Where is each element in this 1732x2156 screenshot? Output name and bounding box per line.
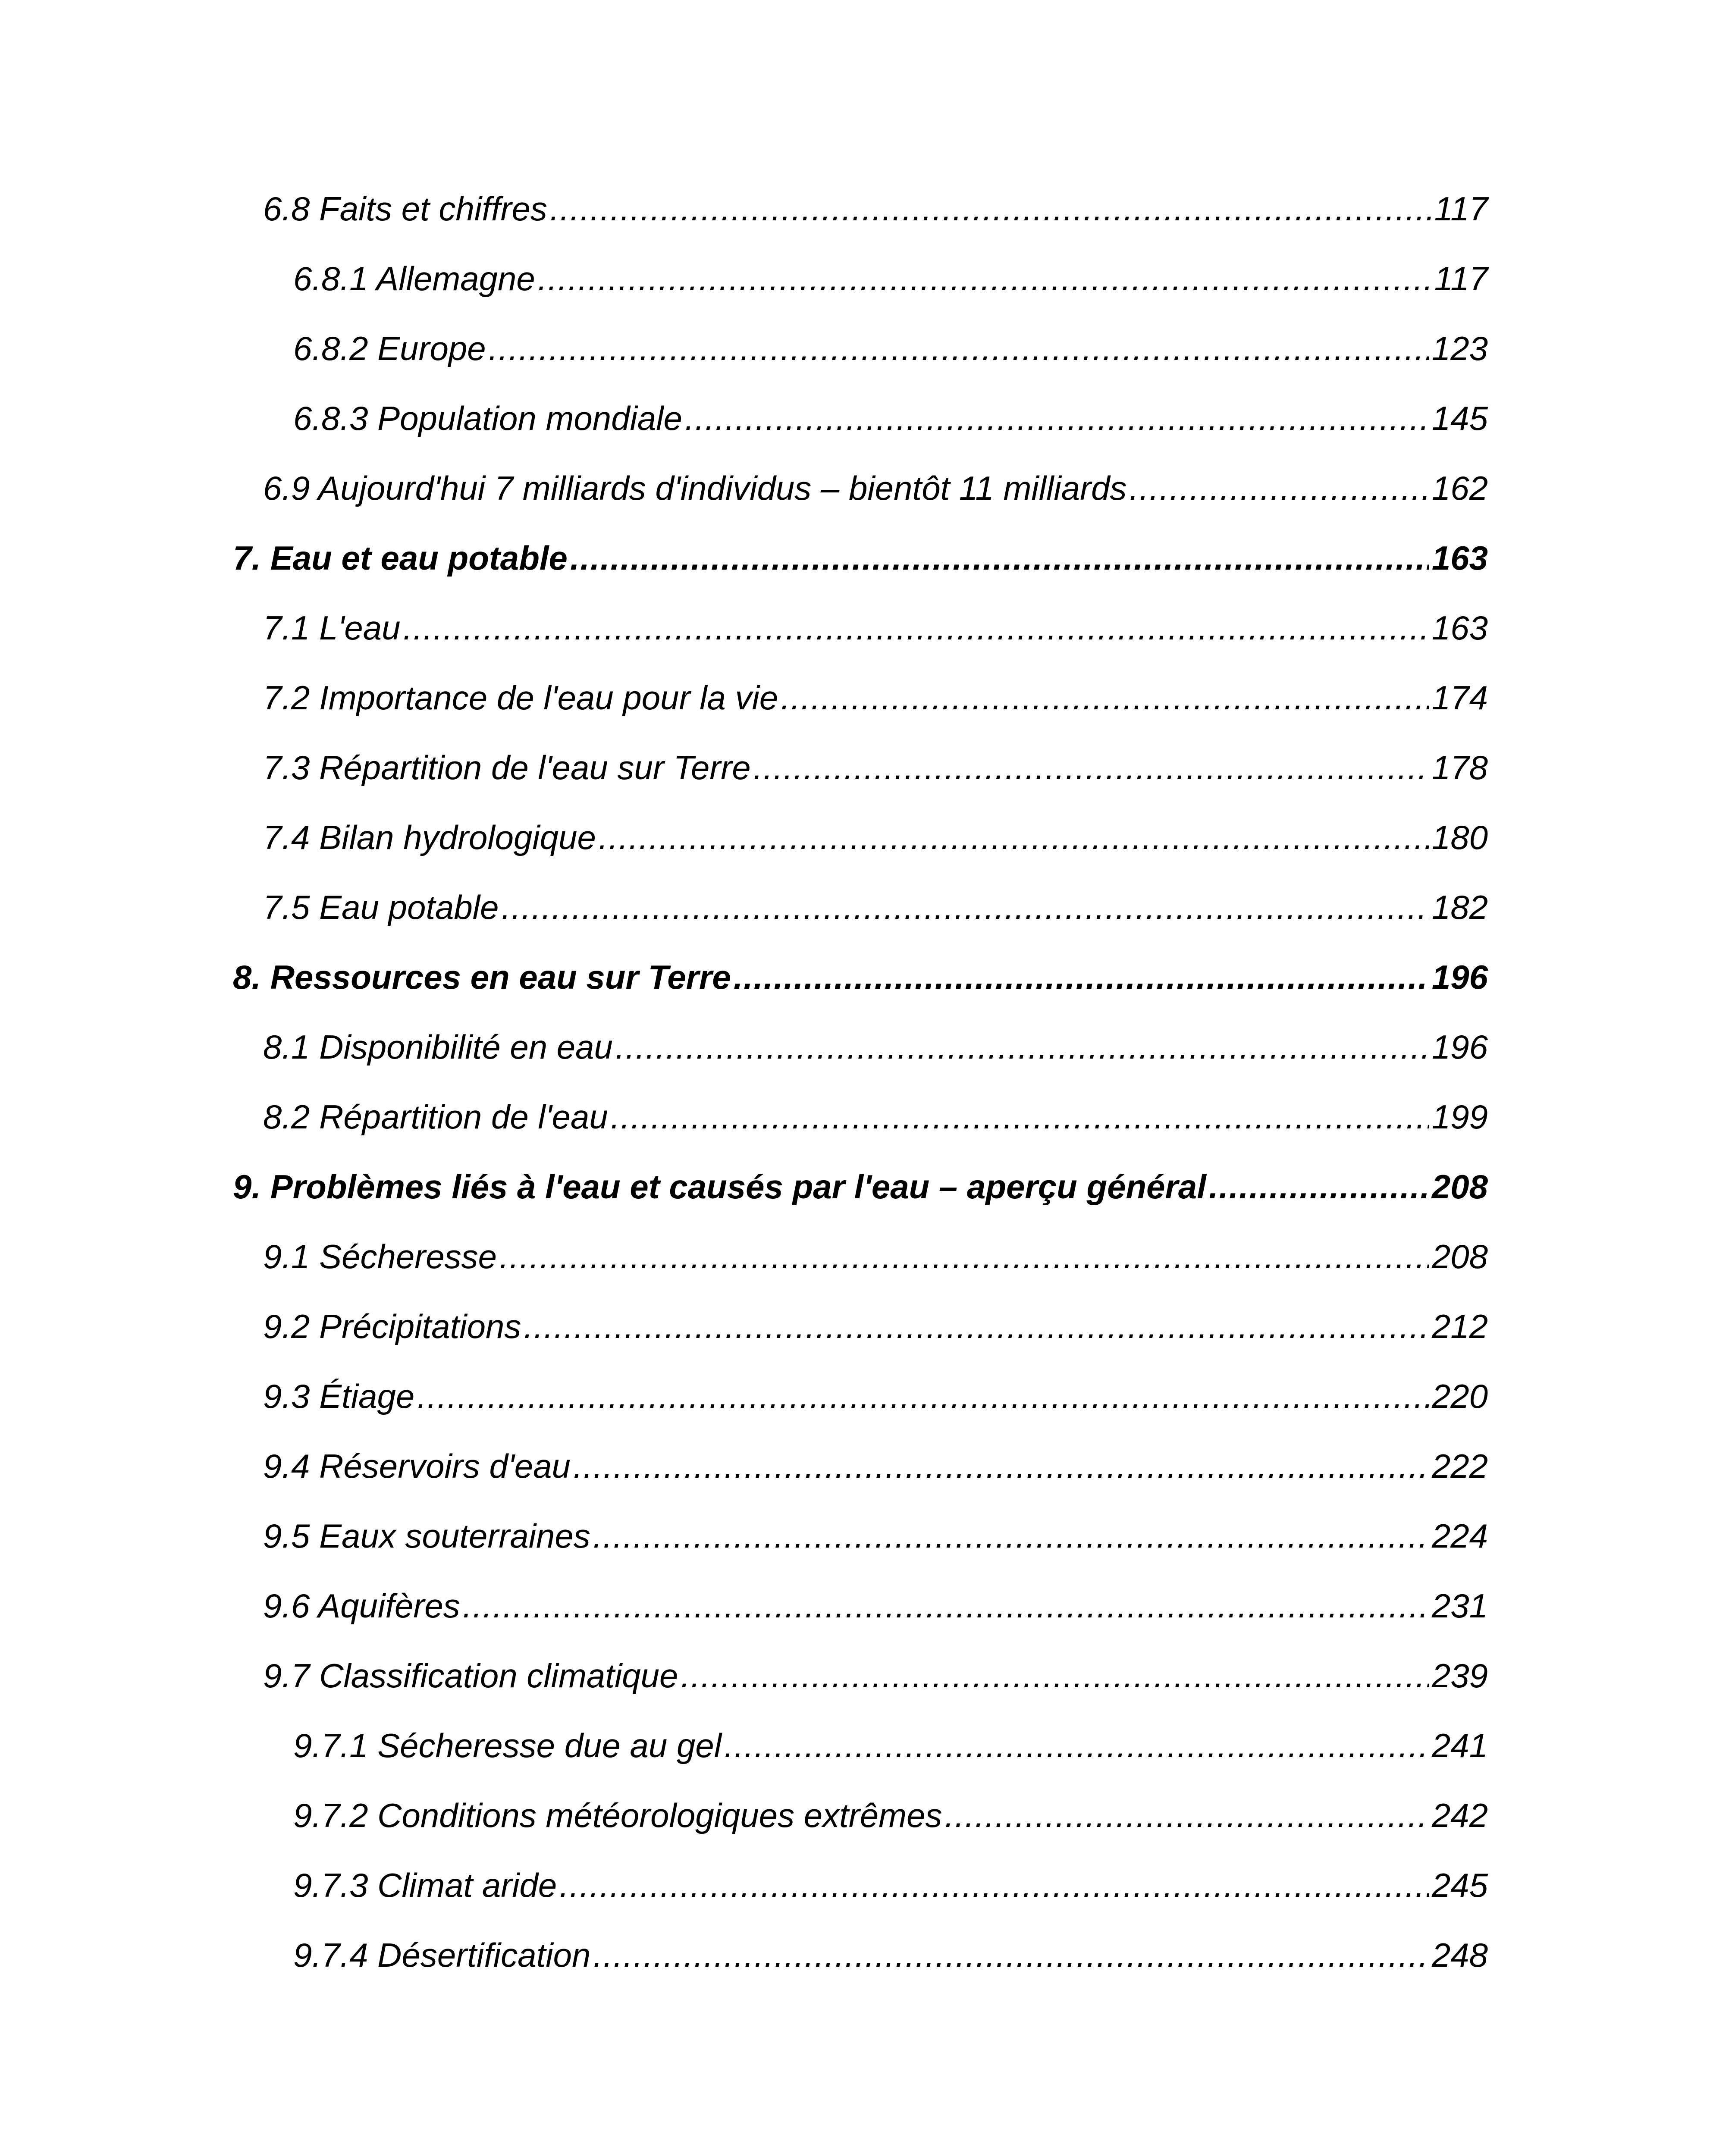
dot-leader — [681, 1659, 1429, 1692]
dot-leader — [570, 541, 1429, 575]
toc-entry[interactable] — [233, 1796, 1488, 1868]
toc-entry-page-number: 208 — [1431, 1168, 1488, 1206]
toc-entry-title: 9.7.3 Climat aride — [293, 1866, 557, 1904]
toc-entry-page-number: 196 — [1431, 1028, 1488, 1066]
dot-leader — [573, 1449, 1429, 1483]
toc-entry-title: 9.4 Réservoirs d'eau — [263, 1447, 571, 1485]
toc-entry-title: 8. Ressources en eau sur Terre — [233, 958, 731, 996]
dot-leader — [1129, 471, 1429, 505]
toc-entry[interactable] — [233, 1030, 1488, 1100]
toc-entry-title: 7.2 Importance de l'eau pour la vie — [263, 679, 778, 717]
toc-entry-page-number: 178 — [1431, 749, 1488, 787]
toc-entry[interactable] — [233, 262, 1488, 332]
toc-entry-page-number: 208 — [1431, 1238, 1488, 1275]
toc-entry[interactable] — [233, 1938, 1488, 2008]
dot-leader — [593, 1519, 1429, 1553]
toc-entry[interactable] — [233, 611, 1488, 681]
toc-entry[interactable] — [233, 751, 1488, 821]
toc-entry[interactable] — [233, 1519, 1488, 1589]
toc-entry-title: 6.8.1 Allemagne — [293, 260, 535, 298]
toc-entry-page-number: 220 — [1431, 1377, 1488, 1415]
dot-leader — [499, 1240, 1429, 1273]
toc-entry-page-number: 248 — [1431, 1936, 1488, 1974]
toc-entry-title: 9. Problèmes liés à l'eau et causés par l'eau – aperçu général — [233, 1168, 1206, 1206]
dot-leader — [489, 332, 1429, 365]
toc-entry-page-number: 199 — [1431, 1098, 1488, 1136]
toc-entry[interactable] — [233, 890, 1488, 960]
toc-entry-title: 6.8.2 Europe — [293, 329, 486, 367]
toc-entry[interactable] — [233, 1868, 1488, 1938]
toc-entry-title: 7.1 L'eau — [263, 609, 401, 647]
toc-entry[interactable] — [233, 1659, 1488, 1729]
toc-entry-title: 7.3 Répartition de l'eau sur Terre — [263, 749, 751, 787]
dot-leader — [463, 1589, 1429, 1623]
toc-entry-page-number: 145 — [1431, 399, 1488, 437]
dot-leader — [550, 192, 1432, 226]
toc-entry[interactable] — [233, 1449, 1488, 1519]
toc-entry-page-number: 123 — [1431, 329, 1488, 367]
toc-entry-page-number: 180 — [1431, 818, 1488, 856]
toc-entry-title: 9.7.1 Sécheresse due au gel — [293, 1727, 722, 1764]
toc-entry-title: 6.8.3 Population mondiale — [293, 399, 682, 437]
dot-leader — [945, 1799, 1429, 1832]
toc-entry-page-number: 196 — [1431, 958, 1488, 996]
toc-entry-page-number: 239 — [1431, 1657, 1488, 1695]
toc-entry[interactable] — [233, 1729, 1488, 1799]
toc-entry-page-number: 117 — [1434, 190, 1488, 228]
toc-entry-page-number: 245 — [1431, 1866, 1488, 1904]
toc-entry-title: 9.7.4 Désertification — [293, 1936, 591, 1974]
dot-leader — [593, 1938, 1429, 1972]
toc-entry[interactable] — [233, 818, 1488, 890]
dot-leader — [1209, 1170, 1429, 1203]
toc-entry-page-number: 242 — [1431, 1796, 1488, 1834]
toc-entry-title: 9.2 Précipitations — [263, 1307, 521, 1345]
dot-leader — [538, 262, 1432, 295]
dot-leader — [753, 751, 1429, 784]
toc-entry[interactable] — [233, 541, 1488, 611]
toc-entry[interactable] — [233, 1240, 1488, 1310]
dot-leader — [417, 1379, 1429, 1413]
toc-entry-title: 7. Eau et eau potable — [233, 539, 568, 577]
dot-leader — [501, 890, 1429, 924]
toc-entry-title: 9.7 Classification climatique — [263, 1657, 678, 1695]
toc-entry-page-number: 174 — [1431, 679, 1488, 717]
dot-leader — [611, 1100, 1429, 1134]
toc-entry-title: 8.2 Répartition de l'eau — [263, 1098, 608, 1136]
toc-entry-title: 9.5 Eaux souterraines — [263, 1517, 590, 1555]
toc-entry-page-number: 222 — [1431, 1447, 1488, 1485]
toc-entry-title: 9.3 Étiage — [263, 1377, 415, 1415]
toc-entry-page-number: 182 — [1431, 888, 1488, 926]
dot-leader — [403, 611, 1429, 645]
toc-entry[interactable] — [233, 1379, 1488, 1449]
toc-entry[interactable] — [233, 681, 1488, 751]
toc-entry[interactable] — [233, 1170, 1488, 1240]
toc-entry-page-number: 231 — [1431, 1587, 1488, 1625]
toc-entry[interactable] — [233, 329, 1488, 401]
dot-leader — [615, 1030, 1429, 1064]
toc-entry-page-number: 162 — [1431, 469, 1488, 507]
dot-leader — [599, 821, 1429, 854]
toc-entry-title: 6.9 Aujourd'hui 7 milliards d'individus – bientôt 11 milliards — [263, 469, 1127, 507]
toc-entry[interactable] — [233, 960, 1488, 1030]
toc-entry-title: 9.1 Sécheresse — [263, 1238, 497, 1275]
dot-leader — [524, 1310, 1429, 1343]
toc-entry-title: 9.6 Aquifères — [263, 1587, 460, 1625]
toc-entry[interactable] — [233, 471, 1488, 541]
dot-leader — [685, 401, 1429, 435]
toc-entry-page-number: 212 — [1431, 1307, 1488, 1345]
toc-entry[interactable] — [233, 192, 1488, 262]
toc-entry-title: 7.4 Bilan hydrologique — [263, 818, 596, 856]
dot-leader — [724, 1729, 1429, 1762]
toc-entry-page-number: 117 — [1434, 260, 1488, 298]
toc-entry-title: 9.7.2 Conditions météorologiques extrêmes — [293, 1796, 942, 1834]
toc-entry-page-number: 224 — [1431, 1517, 1488, 1555]
toc-entry[interactable] — [233, 1100, 1488, 1170]
toc-entry-page-number: 163 — [1431, 539, 1488, 577]
table-of-contents — [233, 192, 1488, 2008]
toc-entry-page-number: 241 — [1431, 1727, 1488, 1764]
toc-entry[interactable] — [233, 1307, 1488, 1379]
toc-entry[interactable] — [233, 401, 1488, 471]
toc-entry-title: 8.1 Disponibilité en eau — [263, 1028, 613, 1066]
toc-entry-title: 6.8 Faits et chiffres — [263, 190, 547, 228]
toc-entry-title: 7.5 Eau potable — [263, 888, 499, 926]
dot-leader — [734, 960, 1429, 994]
toc-entry[interactable] — [233, 1589, 1488, 1659]
dot-leader — [559, 1868, 1429, 1902]
dot-leader — [781, 681, 1429, 714]
toc-entry-page-number: 163 — [1431, 609, 1488, 647]
